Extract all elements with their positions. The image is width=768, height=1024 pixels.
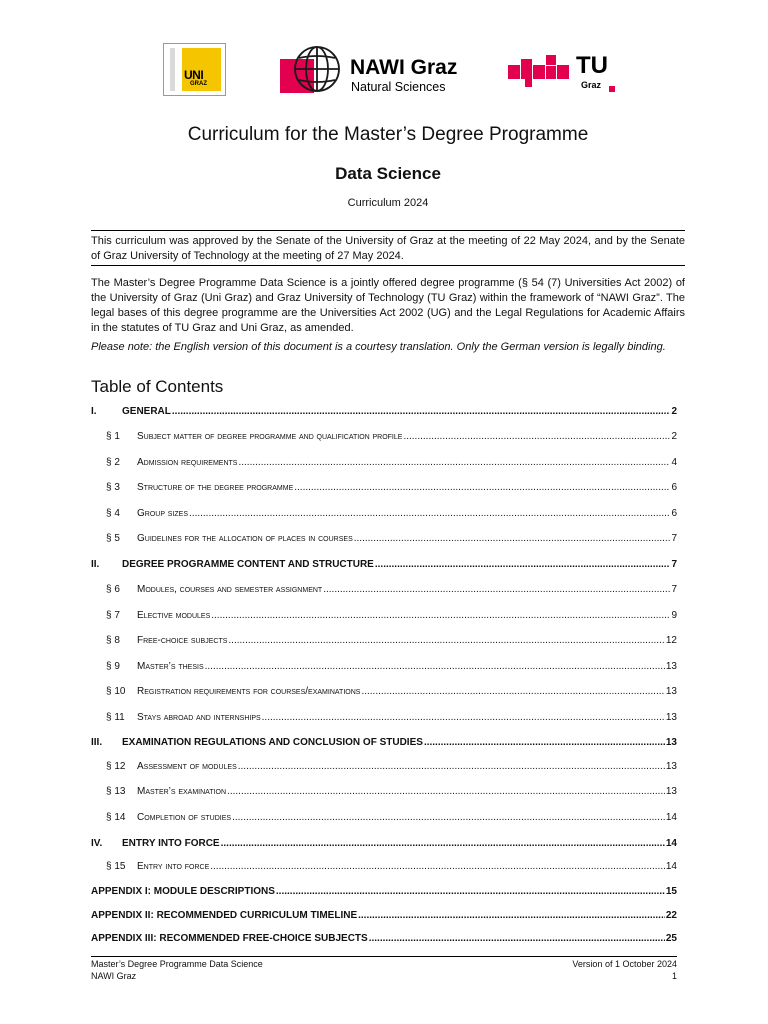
document-title: Curriculum for the Master’s Degree Programme — [187, 124, 589, 145]
footer-programme: Master’s Degree Programme Data Science — [91, 959, 263, 969]
toc-entry-title: Assessment of modules — [137, 761, 237, 772]
toc-entry-title: Structure of the degree programme — [137, 482, 294, 493]
toc-entry-page: 9 — [671, 610, 677, 621]
divider-top — [91, 230, 685, 231]
toc-entry-page: 6 — [671, 482, 677, 493]
toc-entry-section-14[interactable] — [106, 812, 677, 823]
toc-entry-section-3[interactable] — [106, 482, 677, 493]
toc-entry-section-1[interactable] — [106, 431, 677, 442]
uni-graz-logo — [163, 43, 226, 96]
uni-graz-logo-subtext: GRAZ — [190, 81, 207, 87]
toc-entry-number: § 7 — [106, 610, 120, 621]
toc-entry-section-9[interactable] — [106, 661, 677, 672]
toc-entry-section-11[interactable] — [106, 712, 677, 723]
intro-paragraph: The Master’s Degree Programme Data Science is a jointly offered degree programme (§ 54 (7) Universities Act 2002) of the University of Graz (Uni Graz) and Graz University of Technology (TU Graz) within the framework of “NAWI Graz”. The legal bases of this degree programme are the Universities Act 2002 (UG) and the Legal Regulations for Academic Affairs in the statutes of TU Graz and Uni Graz, as amended. — [91, 277, 685, 334]
toc-entry-number: III. — [91, 737, 103, 748]
toc-entry-title: Subject matter of degree programme and qualification profile — [137, 431, 403, 442]
toc-entry-title: Modules, courses and semester assignment — [137, 584, 323, 595]
toc-entry-title: Elective modules — [137, 610, 211, 621]
toc-entry-page: 22 — [665, 910, 677, 921]
toc-entry-number: § 8 — [106, 635, 120, 646]
toc-entry-section-8[interactable] — [106, 635, 677, 646]
toc-entry-section-4[interactable] — [106, 508, 677, 519]
toc-entry-title: GENERAL — [122, 406, 171, 417]
toc-entry-number: § 9 — [106, 661, 120, 672]
toc-entry-number: § 3 — [106, 482, 120, 493]
toc-entry-page: 12 — [665, 635, 677, 646]
toc-entry-page: 15 — [665, 886, 677, 897]
toc-entry-number: § 2 — [106, 457, 120, 468]
toc-entry-appendix-3[interactable] — [91, 933, 677, 944]
toc-entry-title: APPENDIX II: RECOMMENDED CURRICULUM TIMELINE — [91, 910, 358, 921]
toc-entry-entry-into-force[interactable] — [91, 838, 677, 849]
toc-entry-number: § 14 — [106, 812, 126, 823]
toc-entry-page: 14 — [665, 812, 677, 823]
toc-entry-page: 13 — [665, 786, 677, 797]
toc-entry-number: I. — [91, 406, 97, 417]
footer-right — [460, 958, 677, 982]
footer-divider — [91, 956, 677, 957]
toc-entry-title: Master’s examination — [137, 786, 227, 797]
toc-entry-title: Master’s thesis — [137, 661, 204, 672]
toc-entry-title: APPENDIX III: RECOMMENDED FREE-CHOICE SUBJECTS — [91, 933, 368, 944]
toc-entry-page: 6 — [671, 508, 677, 519]
divider-bottom — [91, 265, 685, 266]
toc-entry-title: DEGREE PROGRAMME CONTENT AND STRUCTURE — [122, 559, 374, 570]
toc-entry-page: 2 — [671, 431, 677, 442]
toc-entry-page: 7 — [671, 533, 677, 544]
programme-title: Data Science — [335, 164, 441, 183]
toc-entry-examination[interactable] — [91, 737, 677, 748]
toc-entry-number: § 6 — [106, 584, 120, 595]
toc-entry-number: § 13 — [106, 786, 126, 797]
footer-version: Version of 1 October 2024 — [572, 959, 677, 969]
toc-entry-page: 13 — [665, 712, 677, 723]
toc-entry-title: Entry into force — [137, 861, 210, 872]
toc-entry-page: 7 — [671, 559, 677, 570]
toc-entry-title: ENTRY INTO FORCE — [122, 838, 220, 849]
toc-entry-section-5[interactable] — [106, 533, 677, 544]
toc-entry-page: 25 — [665, 933, 677, 944]
toc-entry-number: § 1 — [106, 431, 120, 442]
approval-paragraph: This curriculum was approved by the Senate of the University of Graz at the meeting of 22 May 2024, and by the Senate of Graz University of Technology at the meeting of 27 May 2024. — [91, 235, 685, 262]
toc-entry-section-10[interactable] — [106, 686, 677, 697]
toc-entry-section-2[interactable] — [106, 457, 677, 468]
toc-entry-page: 7 — [671, 584, 677, 595]
curriculum-version: Curriculum 2024 — [347, 197, 429, 209]
toc-entry-number: II. — [91, 559, 100, 570]
footer-organisation: NAWI Graz — [91, 971, 137, 981]
toc-entry-section-15[interactable] — [106, 861, 677, 872]
toc-entry-title: Guidelines for the allocation of places in courses — [137, 533, 353, 544]
uni-graz-logo-text: UNI — [184, 68, 204, 82]
toc-entry-section-12[interactable] — [106, 761, 677, 772]
toc-entry-number: § 15 — [106, 861, 126, 872]
toc-entry-title: APPENDIX I: MODULE DESCRIPTIONS — [91, 886, 275, 897]
nawi-graz-subtitle: Natural Sciences — [351, 80, 446, 94]
nawi-graz-logo — [280, 42, 470, 94]
toc-entry-number: § 5 — [106, 533, 120, 544]
toc-entry-section-6[interactable] — [106, 584, 677, 595]
tu-graz-logo — [508, 50, 618, 94]
tu-graz-dot — [609, 86, 615, 92]
globe-icon — [290, 42, 344, 96]
tu-graz-block-mark — [508, 55, 574, 89]
toc-heading: Table of Contents — [91, 377, 224, 396]
toc-entry-section-13[interactable] — [106, 786, 677, 797]
toc-entry-number: IV. — [91, 838, 103, 849]
toc-entry-title: Admission requirements — [137, 457, 238, 468]
toc-entry-title: Registration requirements for courses/examinations — [137, 686, 361, 697]
toc-entry-general[interactable] — [91, 406, 677, 417]
toc-entry-page: 4 — [671, 457, 677, 468]
toc-entry-page: 2 — [671, 406, 677, 417]
toc-entry-title: Group sizes — [137, 508, 189, 519]
toc-entry-title: Free-choice subjects — [137, 635, 228, 646]
tu-graz-subtext: Graz — [581, 80, 602, 90]
toc-entry-title: Stays abroad and internships — [137, 712, 261, 723]
toc-entry-number: § 10 — [106, 686, 126, 697]
toc-entry-section-7[interactable] — [106, 610, 677, 621]
page-number: 1 — [671, 971, 677, 981]
toc-entry-page: 13 — [665, 737, 677, 748]
nawi-graz-title: NAWI Graz — [350, 56, 458, 79]
footer-left — [91, 958, 263, 982]
translation-note: Please note: the English version of this document is a courtesy translation. Only the German version is legally binding. — [91, 341, 666, 353]
toc-entry-appendix-1[interactable] — [91, 886, 677, 897]
toc-entry-page: 13 — [665, 661, 677, 672]
toc-entry-title: EXAMINATION REGULATIONS AND CONCLUSION OF STUDIES — [122, 737, 423, 748]
toc-entry-page: 13 — [665, 686, 677, 697]
toc-entry-number: § 11 — [106, 712, 125, 723]
toc-entry-number: § 4 — [106, 508, 120, 519]
toc-entry-appendix-2[interactable] — [91, 910, 677, 921]
tu-graz-text: TU — [576, 52, 608, 79]
toc-entry-title: Completion of studies — [137, 812, 232, 823]
toc-entry-page: 14 — [665, 861, 677, 872]
toc-entry-page: 13 — [665, 761, 677, 772]
toc-entry-page: 14 — [665, 838, 677, 849]
toc-entry-content-structure[interactable] — [91, 559, 677, 570]
toc-entry-number: § 12 — [106, 761, 126, 772]
